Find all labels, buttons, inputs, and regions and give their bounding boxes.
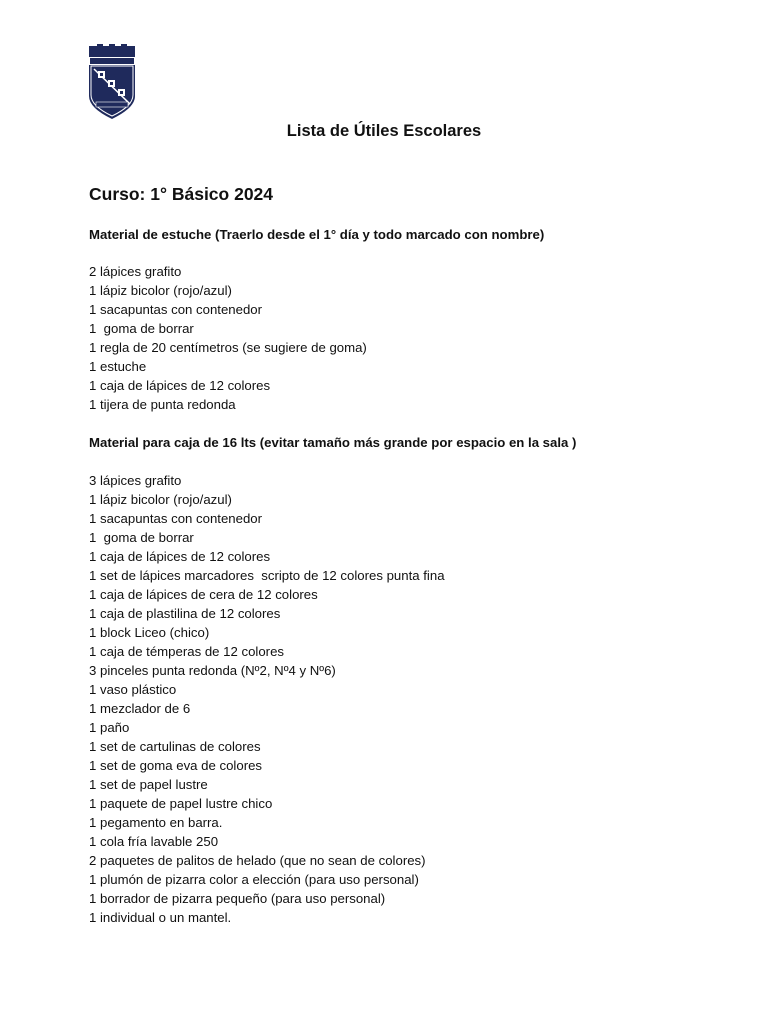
list-item: 1 tijera de punta redonda xyxy=(89,397,236,412)
list-item: 1 individual o un mantel. xyxy=(89,910,232,925)
list-item: 1 paquete de papel lustre chico xyxy=(89,796,273,811)
section-title-caja: Material para caja de 16 lts (evitar tamaño más grande por espacio en la sala ) xyxy=(89,435,577,450)
list-item: 1 sacapuntas con contenedor xyxy=(89,302,263,317)
course-heading: Curso: 1° Básico 2024 xyxy=(89,184,274,204)
list-item: 1 paño xyxy=(89,720,130,735)
caja-items-list xyxy=(89,471,445,927)
list-item: 1 cola fría lavable 250 xyxy=(89,834,219,849)
list-item: 1 estuche xyxy=(89,359,147,374)
list-item: 1 lápiz bicolor (rojo/azul) xyxy=(89,283,232,298)
list-item: 3 pinceles punta redonda (Nº2, Nº4 y Nº6) xyxy=(89,663,336,678)
shield-icon xyxy=(88,44,136,120)
estuche-items-list xyxy=(89,262,367,414)
list-item: 1 lápiz bicolor (rojo/azul) xyxy=(89,492,232,507)
list-item: 1 sacapuntas con contenedor xyxy=(89,511,263,526)
section-title-estuche: Material de estuche (Traerlo desde el 1° día y todo marcado con nombre) xyxy=(89,227,545,242)
document-title: Lista de Útiles Escolares xyxy=(286,122,482,140)
list-item: 1 borrador de pizarra pequeño (para uso personal) xyxy=(89,891,386,906)
list-item: 1 goma de borrar xyxy=(89,530,194,545)
list-item: 1 caja de lápices de 12 colores xyxy=(89,549,271,564)
list-item: 2 lápices grafito xyxy=(89,264,182,279)
list-item: 1 set de goma eva de colores xyxy=(89,758,263,773)
list-item: 1 pegamento en barra. xyxy=(89,815,223,830)
list-item: 1 mezclador de 6 xyxy=(89,701,191,716)
list-item: 2 paquetes de palitos de helado (que no sean de colores) xyxy=(89,853,426,868)
list-item: 1 vaso plástico xyxy=(89,682,177,697)
list-item: 1 plumón de pizarra color a elección (para uso personal) xyxy=(89,872,419,887)
list-item: 1 block Liceo (chico) xyxy=(89,625,210,640)
list-item: 1 caja de lápices de cera de 12 colores xyxy=(89,587,318,602)
list-item: 1 set de papel lustre xyxy=(89,777,208,792)
list-item: 1 set de lápices marcadores scripto de 12 colores punta fina xyxy=(89,568,445,583)
list-item: 3 lápices grafito xyxy=(89,473,182,488)
list-item: 1 caja de lápices de 12 colores xyxy=(89,378,271,393)
list-item: 1 caja de plastilina de 12 colores xyxy=(89,606,281,621)
school-crest-logo xyxy=(88,44,136,120)
list-item: 1 regla de 20 centímetros (se sugiere de goma) xyxy=(89,340,367,355)
list-item: 1 goma de borrar xyxy=(89,321,194,336)
list-item: 1 caja de témperas de 12 colores xyxy=(89,644,284,659)
list-item: 1 set de cartulinas de colores xyxy=(89,739,261,754)
